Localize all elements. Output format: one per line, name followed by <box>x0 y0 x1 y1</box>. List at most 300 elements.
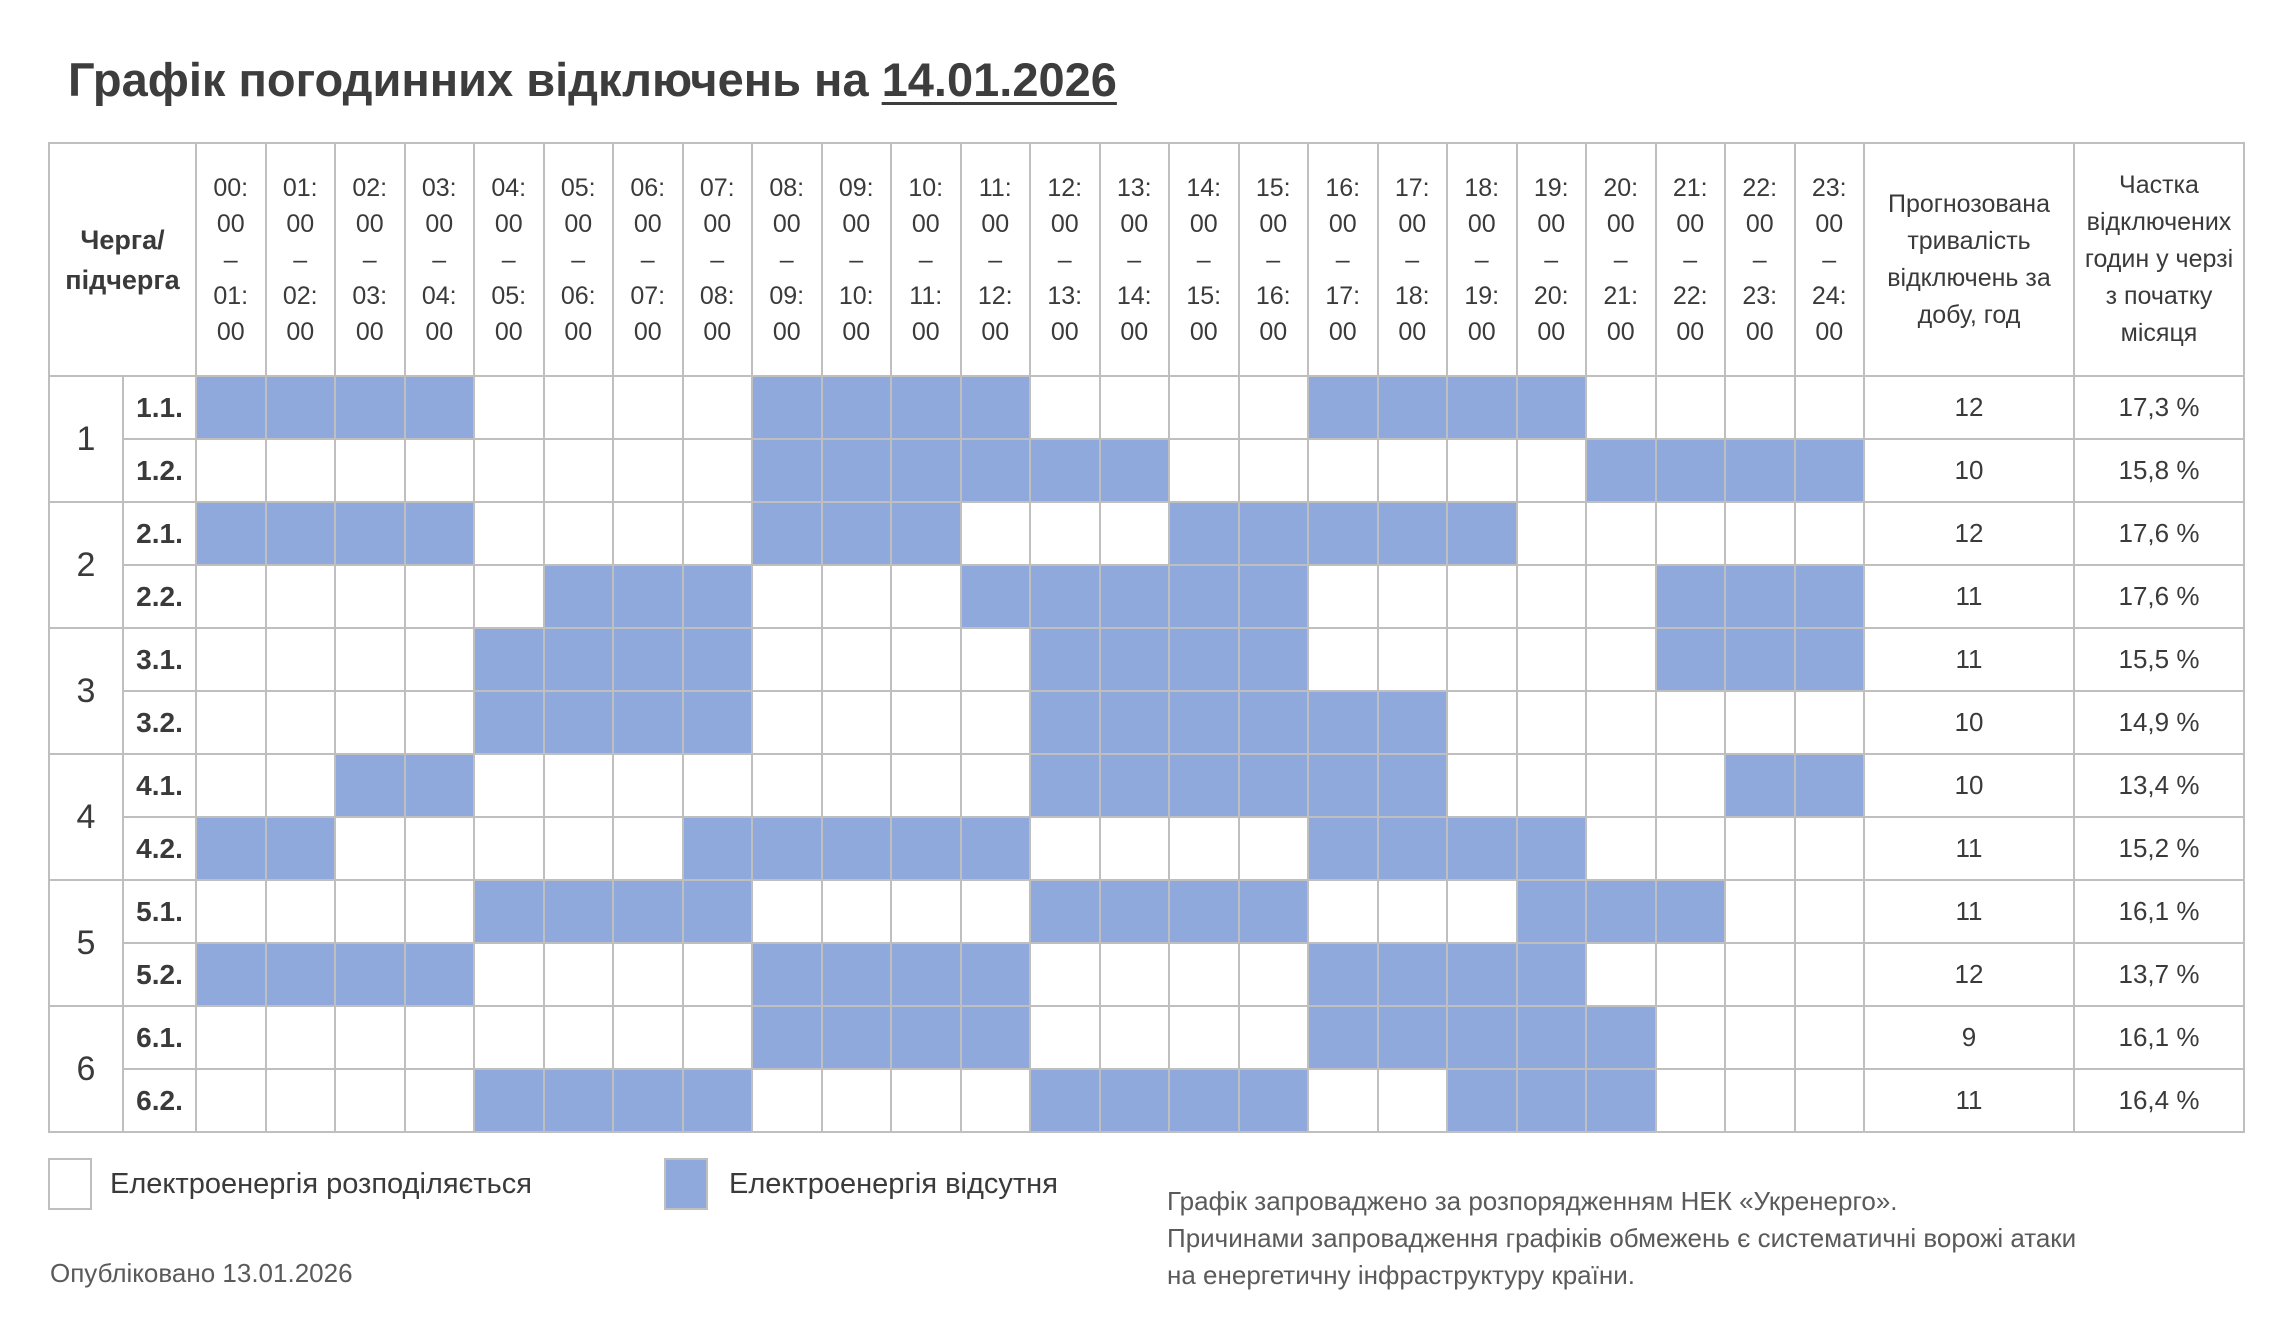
hour-cell-power <box>1100 817 1170 880</box>
hour-cell-outage <box>1239 880 1309 943</box>
hour-cell-outage <box>1100 691 1170 754</box>
hour-cell-outage <box>474 628 544 691</box>
hour-column-header: 21: 00 – 22: 00 <box>1656 143 1726 376</box>
hour-cell-outage <box>544 880 614 943</box>
hour-cell-power <box>1725 817 1795 880</box>
hour-cell-outage <box>1656 880 1726 943</box>
hour-cell-power <box>961 502 1031 565</box>
hour-cell-power <box>1586 565 1656 628</box>
hour-cell-power <box>1517 754 1587 817</box>
hour-cell-power <box>1030 943 1100 1006</box>
hour-cell-outage <box>1169 502 1239 565</box>
hour-cell-power <box>1517 628 1587 691</box>
hour-cell-power <box>1100 376 1170 439</box>
footnote-line: Причинами запровадження графіків обмежень є систематичні ворожі атаки <box>1167 1223 2077 1253</box>
hour-cell-outage <box>1447 1069 1517 1132</box>
hour-cell-outage <box>1378 376 1448 439</box>
hour-cell-power <box>1656 502 1726 565</box>
hour-cell-outage <box>1030 754 1100 817</box>
subqueue-label: 4.1. <box>123 754 196 817</box>
hour-cell-power <box>1656 754 1726 817</box>
hour-cell-power <box>891 691 961 754</box>
table-row <box>49 376 2244 439</box>
hour-cell-outage <box>335 943 405 1006</box>
hour-cell-outage <box>961 817 1031 880</box>
hour-cell-outage <box>613 565 683 628</box>
hour-cell-outage <box>1378 817 1448 880</box>
hour-column-header: 03: 00 – 04: 00 <box>405 143 475 376</box>
hour-cell-power <box>1308 880 1378 943</box>
hour-cell-outage <box>1308 754 1378 817</box>
hour-cell-outage <box>1308 943 1378 1006</box>
hour-cell-outage <box>266 817 336 880</box>
hour-column-header: 13: 00 – 14: 00 <box>1100 143 1170 376</box>
hour-cell-power <box>405 880 475 943</box>
hour-cell-power <box>474 376 544 439</box>
hour-cell-outage <box>544 1069 614 1132</box>
table-body <box>49 376 2244 1132</box>
hour-cell-power <box>474 565 544 628</box>
footnote-line: Графік запроваджено за розпорядженням НЕК «Укренерго». <box>1167 1186 1898 1216</box>
hour-cell-power <box>752 565 822 628</box>
hour-cell-outage <box>822 943 892 1006</box>
hour-cell-power <box>1725 880 1795 943</box>
hour-cell-outage <box>683 691 753 754</box>
hour-cell-power <box>266 754 336 817</box>
hour-cell-outage <box>1725 754 1795 817</box>
hour-cell-outage <box>961 1006 1031 1069</box>
hour-cell-power <box>752 1069 822 1132</box>
duration-value: 9 <box>1864 1006 2074 1069</box>
hour-cell-power <box>1795 1006 1865 1069</box>
hour-cell-outage <box>1795 565 1865 628</box>
hour-cell-outage <box>1100 754 1170 817</box>
hour-cell-outage <box>1100 880 1170 943</box>
hour-cell-power <box>613 943 683 1006</box>
hour-cell-outage <box>1447 817 1517 880</box>
table-row <box>49 943 2244 1006</box>
hour-cell-power <box>1169 439 1239 502</box>
hour-cell-power <box>961 1069 1031 1132</box>
hour-column-header: 17: 00 – 18: 00 <box>1378 143 1448 376</box>
hour-cell-power <box>1795 817 1865 880</box>
hour-cell-power <box>544 1006 614 1069</box>
hour-column-header: 04: 00 – 05: 00 <box>474 143 544 376</box>
subqueue-label: 6.1. <box>123 1006 196 1069</box>
share-value: 14,9 % <box>2074 691 2244 754</box>
hour-cell-power <box>474 439 544 502</box>
subqueue-label: 2.2. <box>123 565 196 628</box>
hour-cell-outage <box>822 376 892 439</box>
hour-cell-power <box>335 1069 405 1132</box>
table-row <box>49 502 2244 565</box>
hour-cell-outage <box>335 376 405 439</box>
subqueue-label: 5.2. <box>123 943 196 1006</box>
hour-column-header: 05: 00 – 06: 00 <box>544 143 614 376</box>
hour-cell-power <box>335 439 405 502</box>
queue-column-header: Черга/ підчерга <box>49 143 196 376</box>
hour-column-header: 02: 00 – 03: 00 <box>335 143 405 376</box>
share-value: 16,1 % <box>2074 1006 2244 1069</box>
queue-number: 4 <box>49 754 123 880</box>
hour-cell-outage <box>752 1006 822 1069</box>
duration-value: 10 <box>1864 754 2074 817</box>
hour-cell-power <box>544 439 614 502</box>
hour-cell-power <box>961 628 1031 691</box>
footnote <box>1167 1183 2076 1294</box>
hour-cell-power <box>891 565 961 628</box>
hour-cell-power <box>266 628 336 691</box>
hour-cell-outage <box>1239 502 1309 565</box>
hour-cell-outage <box>1725 565 1795 628</box>
share-value: 15,8 % <box>2074 439 2244 502</box>
hour-cell-outage <box>1169 628 1239 691</box>
hour-cell-outage <box>961 376 1031 439</box>
table-row <box>49 628 2244 691</box>
published-date: Опубліковано 13.01.2026 <box>50 1258 353 1288</box>
hour-cell-power <box>752 880 822 943</box>
hour-cell-power <box>196 754 266 817</box>
hour-cell-outage <box>961 943 1031 1006</box>
hour-cell-power <box>1586 628 1656 691</box>
hour-cell-outage <box>1308 691 1378 754</box>
hour-cell-power <box>1795 1069 1865 1132</box>
page-title <box>68 52 1117 107</box>
hour-cell-power <box>1100 502 1170 565</box>
hour-cell-outage <box>1447 1006 1517 1069</box>
hour-cell-outage <box>474 880 544 943</box>
table-row <box>49 439 2244 502</box>
hour-cell-power <box>1517 565 1587 628</box>
hour-cell-power <box>1586 754 1656 817</box>
hour-cell-outage <box>1795 628 1865 691</box>
hour-cell-power <box>544 502 614 565</box>
hour-cell-power <box>266 880 336 943</box>
hour-cell-outage <box>335 502 405 565</box>
duration-value: 11 <box>1864 1069 2074 1132</box>
hour-cell-power <box>474 754 544 817</box>
hour-cell-outage <box>752 943 822 1006</box>
hour-cell-outage <box>1030 628 1100 691</box>
hour-cell-power <box>1586 502 1656 565</box>
hour-cell-outage <box>1378 754 1448 817</box>
hour-cell-power <box>544 943 614 1006</box>
hour-cell-power <box>961 754 1031 817</box>
hour-cell-power <box>683 754 753 817</box>
hour-column-header: 06: 00 – 07: 00 <box>613 143 683 376</box>
hour-cell-outage <box>1517 880 1587 943</box>
hour-cell-power <box>1725 1069 1795 1132</box>
share-column-header: Частка відключених годин у черзі з початку місяця <box>2074 143 2244 376</box>
hour-cell-power <box>266 691 336 754</box>
hour-cell-power <box>1725 502 1795 565</box>
hour-cell-outage <box>405 502 475 565</box>
hour-cell-outage <box>1169 1069 1239 1132</box>
hour-cell-power <box>1100 943 1170 1006</box>
hour-cell-outage <box>752 502 822 565</box>
hour-cell-outage <box>1030 439 1100 502</box>
hour-cell-power <box>822 754 892 817</box>
hour-cell-outage <box>1169 565 1239 628</box>
hour-cell-power <box>1378 565 1448 628</box>
hour-cell-outage <box>405 376 475 439</box>
hour-cell-outage <box>1447 376 1517 439</box>
hour-cell-outage <box>1586 1006 1656 1069</box>
hour-cell-outage <box>1100 1069 1170 1132</box>
hour-cell-outage <box>752 439 822 502</box>
outage-schedule-table <box>48 142 2245 1133</box>
hour-column-header: 14: 00 – 15: 00 <box>1169 143 1239 376</box>
hour-cell-power <box>1030 502 1100 565</box>
hour-cell-power <box>335 1006 405 1069</box>
hour-cell-outage <box>1030 880 1100 943</box>
hour-cell-outage <box>266 376 336 439</box>
subqueue-label: 5.1. <box>123 880 196 943</box>
hour-cell-power <box>1795 376 1865 439</box>
table-row <box>49 691 2244 754</box>
hour-cell-outage <box>683 817 753 880</box>
hour-cell-power <box>266 439 336 502</box>
hour-cell-power <box>1378 628 1448 691</box>
hour-cell-outage <box>1239 754 1309 817</box>
hour-cell-power <box>1239 376 1309 439</box>
hour-cell-power <box>1795 880 1865 943</box>
hour-cell-power <box>1447 880 1517 943</box>
subqueue-label: 1.1. <box>123 376 196 439</box>
footnote-line: на енергетичну інфраструктуру країни. <box>1167 1260 1635 1290</box>
duration-value: 11 <box>1864 628 2074 691</box>
hour-cell-power <box>1795 691 1865 754</box>
hour-cell-power <box>335 565 405 628</box>
hour-cell-outage <box>613 1069 683 1132</box>
hour-cell-power <box>1447 439 1517 502</box>
hour-cell-power <box>1308 565 1378 628</box>
hour-cell-outage <box>1447 502 1517 565</box>
queue-number: 6 <box>49 1006 123 1132</box>
hour-cell-power <box>1447 691 1517 754</box>
hour-cell-power <box>1586 817 1656 880</box>
hour-cell-power <box>1586 691 1656 754</box>
hour-column-header: 08: 00 – 09: 00 <box>752 143 822 376</box>
hour-cell-outage <box>1100 439 1170 502</box>
hour-cell-power <box>822 628 892 691</box>
hour-cell-power <box>1030 1006 1100 1069</box>
hour-cell-outage <box>1378 1006 1448 1069</box>
hour-column-header: 16: 00 – 17: 00 <box>1308 143 1378 376</box>
hour-cell-outage <box>752 817 822 880</box>
subqueue-label: 3.2. <box>123 691 196 754</box>
hour-cell-power <box>613 1006 683 1069</box>
legend-label-power-on: Електроенергія розподіляється <box>110 1168 532 1200</box>
hour-cell-outage <box>1239 1069 1309 1132</box>
hour-cell-power <box>891 1069 961 1132</box>
hour-cell-outage <box>1725 628 1795 691</box>
hour-cell-outage <box>405 754 475 817</box>
hour-cell-outage <box>544 628 614 691</box>
table-header-row <box>49 143 2244 376</box>
hour-cell-power <box>335 880 405 943</box>
hour-cell-outage <box>891 439 961 502</box>
hour-cell-power <box>1447 565 1517 628</box>
hour-cell-outage <box>1656 439 1726 502</box>
hour-cell-power <box>405 817 475 880</box>
hour-cell-power <box>1517 439 1587 502</box>
hour-cell-outage <box>683 880 753 943</box>
hour-cell-outage <box>1795 754 1865 817</box>
hour-cell-power <box>1795 943 1865 1006</box>
hour-cell-power <box>891 628 961 691</box>
table-row <box>49 754 2244 817</box>
hour-cell-power <box>1308 439 1378 502</box>
hour-cell-outage <box>1517 817 1587 880</box>
hour-cell-outage <box>1308 376 1378 439</box>
legend-swatch-power-off <box>664 1158 708 1210</box>
hour-cell-power <box>405 565 475 628</box>
share-value: 17,6 % <box>2074 502 2244 565</box>
hour-cell-power <box>335 817 405 880</box>
hour-column-header: 10: 00 – 11: 00 <box>891 143 961 376</box>
hour-cell-outage <box>961 439 1031 502</box>
table-row <box>49 817 2244 880</box>
queue-number: 1 <box>49 376 123 502</box>
duration-value: 12 <box>1864 376 2074 439</box>
hour-column-header: 19: 00 – 20: 00 <box>1517 143 1587 376</box>
hour-cell-outage <box>335 754 405 817</box>
share-value: 17,6 % <box>2074 565 2244 628</box>
share-value: 16,1 % <box>2074 880 2244 943</box>
duration-value: 11 <box>1864 565 2074 628</box>
hour-cell-outage <box>196 817 266 880</box>
hour-cell-power <box>1169 817 1239 880</box>
hour-cell-outage <box>1517 943 1587 1006</box>
hour-cell-power <box>1586 376 1656 439</box>
hour-cell-power <box>1795 502 1865 565</box>
hour-cell-outage <box>196 376 266 439</box>
hour-cell-outage <box>1308 1006 1378 1069</box>
hour-cell-power <box>335 691 405 754</box>
hour-cell-outage <box>1656 628 1726 691</box>
hour-cell-power <box>1239 1006 1309 1069</box>
hour-cell-outage <box>1030 1069 1100 1132</box>
hour-cell-power <box>1169 943 1239 1006</box>
hour-cell-power <box>752 754 822 817</box>
hour-cell-outage <box>961 565 1031 628</box>
hour-cell-power <box>1378 880 1448 943</box>
hour-cell-power <box>544 754 614 817</box>
hour-cell-power <box>1169 1006 1239 1069</box>
hour-cell-outage <box>1308 817 1378 880</box>
hour-cell-outage <box>1378 943 1448 1006</box>
hour-cell-outage <box>405 943 475 1006</box>
hour-cell-power <box>1308 628 1378 691</box>
hour-cell-power <box>1030 817 1100 880</box>
hour-cell-power <box>1656 1006 1726 1069</box>
hour-cell-power <box>1239 439 1309 502</box>
hour-cell-power <box>891 754 961 817</box>
hour-cell-outage <box>266 943 336 1006</box>
duration-value: 11 <box>1864 880 2074 943</box>
hour-cell-power <box>683 943 753 1006</box>
hour-cell-outage <box>266 502 336 565</box>
hour-cell-power <box>1725 691 1795 754</box>
hour-cell-power <box>474 817 544 880</box>
hour-cell-power <box>1517 691 1587 754</box>
table-row <box>49 880 2244 943</box>
hour-cell-outage <box>613 691 683 754</box>
duration-column-header: Прогнозована тривалість відключень за добу, год <box>1864 143 2074 376</box>
hour-cell-outage <box>891 943 961 1006</box>
hour-cell-power <box>1586 943 1656 1006</box>
hour-cell-power <box>1656 1069 1726 1132</box>
hour-cell-power <box>196 1069 266 1132</box>
hour-cell-power <box>1447 754 1517 817</box>
hour-column-header: 00: 00 – 01: 00 <box>196 143 266 376</box>
hour-cell-power <box>1378 439 1448 502</box>
share-value: 15,2 % <box>2074 817 2244 880</box>
hour-cell-outage <box>474 1069 544 1132</box>
legend-label-power-off: Електроенергія відсутня <box>729 1168 1058 1200</box>
hour-cell-power <box>196 880 266 943</box>
hour-cell-power <box>891 880 961 943</box>
hour-cell-outage <box>1030 691 1100 754</box>
hour-cell-power <box>613 439 683 502</box>
hour-cell-power <box>1169 376 1239 439</box>
title-prefix: Графік погодинних відключень на <box>68 53 882 106</box>
hour-column-header: 22: 00 – 23: 00 <box>1725 143 1795 376</box>
hour-cell-power <box>196 691 266 754</box>
hour-cell-outage <box>891 502 961 565</box>
hour-cell-outage <box>613 880 683 943</box>
duration-value: 12 <box>1864 502 2074 565</box>
hour-cell-power <box>266 1006 336 1069</box>
duration-value: 10 <box>1864 439 2074 502</box>
hour-cell-outage <box>1239 628 1309 691</box>
hour-cell-power <box>405 1069 475 1132</box>
duration-value: 12 <box>1864 943 2074 1006</box>
hour-cell-power <box>1239 943 1309 1006</box>
hour-cell-outage <box>1378 502 1448 565</box>
table-row <box>49 1006 2244 1069</box>
hour-cell-power <box>405 628 475 691</box>
hour-cell-power <box>1656 943 1726 1006</box>
share-value: 16,4 % <box>2074 1069 2244 1132</box>
hour-cell-power <box>683 376 753 439</box>
share-value: 13,7 % <box>2074 943 2244 1006</box>
hour-cell-power <box>1447 628 1517 691</box>
hour-cell-power <box>961 691 1031 754</box>
hour-cell-outage <box>1517 1069 1587 1132</box>
hour-column-header: 20: 00 – 21: 00 <box>1586 143 1656 376</box>
hour-cell-outage <box>544 565 614 628</box>
hour-cell-outage <box>1169 880 1239 943</box>
hour-cell-power <box>405 439 475 502</box>
subqueue-label: 4.2. <box>123 817 196 880</box>
hour-column-header: 09: 00 – 10: 00 <box>822 143 892 376</box>
hour-cell-outage <box>1030 565 1100 628</box>
hour-cell-outage <box>1586 880 1656 943</box>
hour-cell-power <box>961 880 1031 943</box>
hour-column-header: 18: 00 – 19: 00 <box>1447 143 1517 376</box>
hour-cell-outage <box>1169 691 1239 754</box>
hour-cell-power <box>474 1006 544 1069</box>
subqueue-label: 3.1. <box>123 628 196 691</box>
queue-number: 5 <box>49 880 123 1006</box>
hour-cell-power <box>474 502 544 565</box>
hour-cell-outage <box>752 376 822 439</box>
duration-value: 10 <box>1864 691 2074 754</box>
hour-cell-outage <box>891 817 961 880</box>
hour-cell-power <box>683 439 753 502</box>
